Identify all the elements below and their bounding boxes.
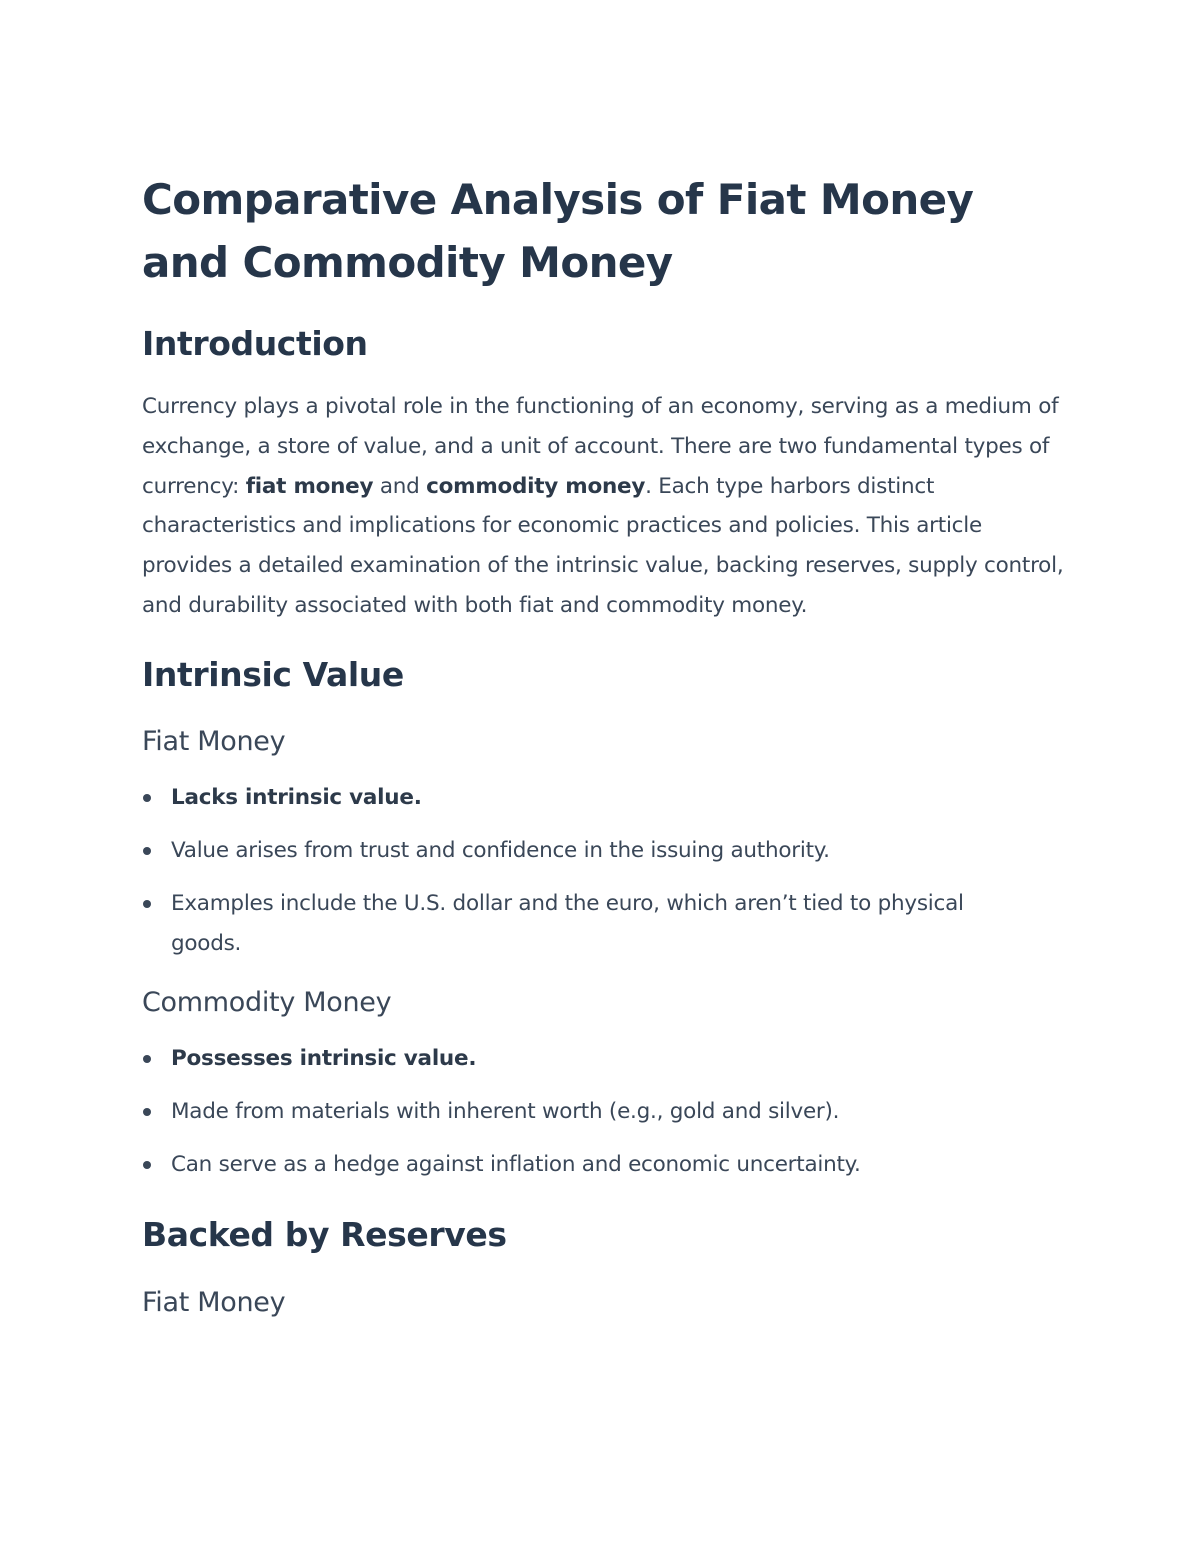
reserves-fiat-heading: Fiat Money bbox=[142, 1286, 286, 1318]
list-item: Examples include the U.S. dollar and the euro, which aren’t tied to physical goods. bbox=[142, 884, 1001, 964]
intro-text-1: Currency plays a pivotal role in the functioning of an economy, serving as a medium of exchange, a store of value, and a unit of account. There are two fundamental types of currency: bbox=[142, 394, 1059, 499]
intrinsic-commodity-heading: Commodity Money bbox=[142, 986, 392, 1018]
document-page bbox=[142, 168, 1072, 1320]
introduction-paragraph bbox=[142, 387, 1072, 626]
list-item: Lacks intrinsic value. bbox=[142, 778, 1072, 818]
list-item: Possesses intrinsic value. bbox=[142, 1039, 1072, 1079]
bullet-icon bbox=[143, 847, 151, 855]
backed-by-reserves-heading: Backed by Reserves bbox=[142, 1214, 507, 1254]
document-title: Comparative Analysis of Fiat Money and Commodity Money bbox=[142, 175, 974, 287]
intrinsic-fiat-list bbox=[142, 778, 1072, 964]
list-item: Value arises from trust and confidence in the issuing authority. bbox=[142, 831, 1072, 871]
bullet-icon bbox=[143, 900, 151, 908]
list-item: Made from materials with inherent worth (e.g., gold and silver). bbox=[142, 1092, 1072, 1132]
intro-bold-fiat: fiat money bbox=[245, 473, 374, 499]
intrinsic-commodity-list bbox=[142, 1039, 1072, 1185]
intro-text-3: . Each type harbors distinct characteristics and implications for economic practices and policies. This article provides a detailed examination of the intrinsic value, backing reserves, supply control, and durability associated with both fiat and commodity money. bbox=[142, 473, 1064, 618]
introduction-heading: Introduction bbox=[142, 324, 368, 363]
bullet-icon bbox=[143, 794, 151, 802]
bullet-icon bbox=[143, 1108, 151, 1116]
intrinsic-fiat-heading: Fiat Money bbox=[142, 725, 286, 757]
list-item: Can serve as a hedge against inflation and economic uncertainty. bbox=[142, 1145, 1072, 1185]
intro-text-2: and bbox=[373, 473, 427, 499]
intro-bold-commodity: commodity money bbox=[426, 473, 646, 499]
intrinsic-value-heading: Intrinsic Value bbox=[142, 654, 404, 694]
bullet-icon bbox=[143, 1055, 151, 1063]
bullet-icon bbox=[143, 1161, 151, 1169]
